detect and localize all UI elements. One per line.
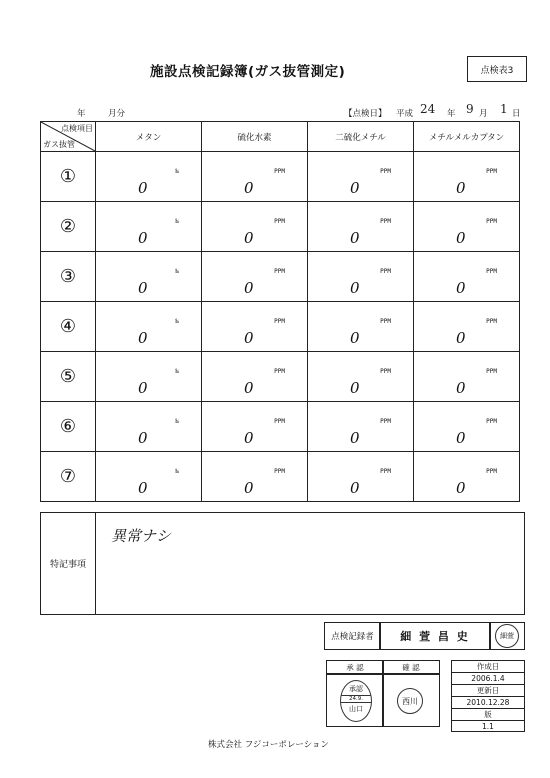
table-row <box>41 152 520 202</box>
month-unit: 月 <box>479 109 488 119</box>
measured-value: 0 <box>244 229 254 247</box>
approve-label: 承 認 <box>326 660 384 675</box>
cell-dms <box>308 302 414 352</box>
unit-label: PPM <box>380 368 391 375</box>
unit-label: PPM <box>274 318 285 325</box>
table-row <box>41 302 520 352</box>
cell-methane <box>96 152 202 202</box>
approve-stamp-date: 24.9. <box>341 695 371 703</box>
table-row <box>41 352 520 402</box>
created-date: 2006.1.4 <box>452 673 524 685</box>
row-number: ④ <box>41 302 96 352</box>
unit-label: PPM <box>274 168 285 175</box>
remarks-box <box>40 512 525 615</box>
table-header-row <box>41 122 520 152</box>
row-number: ⑤ <box>41 352 96 402</box>
confirm-stamp: 西川 <box>397 688 423 714</box>
cell-mercaptan <box>414 402 520 452</box>
cell-h2s <box>202 152 308 202</box>
measured-value: 0 <box>244 429 254 447</box>
month-value: 9 <box>466 102 474 116</box>
company-footer: 株式会社 フジコーポレーション <box>208 740 330 750</box>
measured-value: 0 <box>244 279 254 297</box>
unit-label: ‰ <box>175 268 179 275</box>
unit-label: PPM <box>380 318 391 325</box>
cell-methane <box>96 352 202 402</box>
measured-value: 0 <box>244 329 254 347</box>
measured-value: 0 <box>350 229 360 247</box>
cell-mercaptan <box>414 352 520 402</box>
measured-value: 0 <box>138 479 148 497</box>
unit-label: PPM <box>380 418 391 425</box>
cell-dms <box>308 352 414 402</box>
measured-value: 0 <box>138 279 148 297</box>
unit-label: ‰ <box>175 468 179 475</box>
column-header-h2s: 硫化水素 <box>202 122 308 152</box>
cell-mercaptan <box>414 252 520 302</box>
measured-value: 0 <box>456 429 466 447</box>
cell-mercaptan <box>414 302 520 352</box>
cell-mercaptan <box>414 452 520 502</box>
measured-value: 0 <box>456 379 466 397</box>
cell-h2s <box>202 452 308 502</box>
unit-label: PPM <box>274 268 285 275</box>
unit-label: PPM <box>274 218 285 225</box>
row-number: ① <box>41 152 96 202</box>
measured-value: 0 <box>350 279 360 297</box>
version-value: 1.1 <box>482 722 494 731</box>
row-number: ⑥ <box>41 402 96 452</box>
cell-methane <box>96 252 202 302</box>
measured-value: 0 <box>350 179 360 197</box>
row-number: ② <box>41 202 96 252</box>
cell-methane <box>96 452 202 502</box>
confirm-stamp-cell <box>382 673 440 727</box>
measured-value: 0 <box>456 229 466 247</box>
unit-label: PPM <box>486 268 497 275</box>
measured-value: 0 <box>138 329 148 347</box>
day-unit: 日 <box>512 109 521 119</box>
table-row <box>41 452 520 502</box>
cell-methane <box>96 402 202 452</box>
cell-h2s <box>202 252 308 302</box>
updated-date: 2010.12.28 <box>452 697 524 709</box>
column-header-mercaptan: メチルメルカプタン <box>414 122 520 152</box>
month-label: 月分 <box>108 109 126 119</box>
row-number: ⑦ <box>41 452 96 502</box>
year-label: 年 <box>77 109 86 119</box>
measured-value: 0 <box>244 379 254 397</box>
inspector-seal: 細萱 <box>495 624 519 648</box>
measured-value: 0 <box>244 179 254 197</box>
form-number: 点検表3 <box>467 56 527 82</box>
measured-value: 0 <box>456 279 466 297</box>
measured-value: 0 <box>350 429 360 447</box>
table-row <box>41 402 520 452</box>
approve-stamp-cell <box>326 673 384 727</box>
unit-label: PPM <box>486 368 497 375</box>
unit-label: PPM <box>486 468 497 475</box>
remarks-text: 異常ナシ <box>111 527 171 545</box>
corner-cell <box>41 122 96 152</box>
measured-value: 0 <box>350 479 360 497</box>
corner-bottom-label: ガス抜管 <box>43 140 75 149</box>
unit-label: ‰ <box>175 318 179 325</box>
revision-block <box>451 660 525 732</box>
unit-label: PPM <box>486 318 497 325</box>
cell-dms <box>308 202 414 252</box>
unit-label: ‰ <box>175 418 179 425</box>
measured-value: 0 <box>138 179 148 197</box>
corner-top-label: 点検項目 <box>61 124 93 133</box>
measured-value: 0 <box>138 229 148 247</box>
unit-label: PPM <box>274 418 285 425</box>
unit-label: PPM <box>380 218 391 225</box>
date-label: 【点検日】 <box>344 109 387 119</box>
cell-dms <box>308 402 414 452</box>
unit-label: PPM <box>380 168 391 175</box>
measured-value: 0 <box>138 429 148 447</box>
measured-value: 0 <box>456 179 466 197</box>
day-value: 1 <box>500 102 508 116</box>
unit-label: ‰ <box>175 218 179 225</box>
column-header-methane: メタン <box>96 122 202 152</box>
inspector-seal-cell <box>489 622 525 650</box>
cell-methane <box>96 302 202 352</box>
cell-h2s <box>202 202 308 252</box>
cell-mercaptan <box>414 202 520 252</box>
unit-label: PPM <box>486 418 497 425</box>
unit-label: PPM <box>274 368 285 375</box>
measured-value: 0 <box>456 479 466 497</box>
measured-value: 0 <box>456 329 466 347</box>
cell-dms <box>308 452 414 502</box>
approve-stamp <box>340 680 372 722</box>
cell-dms <box>308 252 414 302</box>
page-title: 施設点検記録簿(ガス抜管測定) <box>150 64 346 80</box>
measured-value: 0 <box>244 479 254 497</box>
cell-mercaptan <box>414 152 520 202</box>
year-value: 24 <box>420 102 436 116</box>
cell-dms <box>308 152 414 202</box>
unit-label: PPM <box>486 218 497 225</box>
measurement-table <box>40 121 520 502</box>
measured-value: 0 <box>350 329 360 347</box>
approve-stamp-top: 承認 <box>349 685 363 693</box>
approve-stamp-name: 山口 <box>349 705 363 713</box>
table-row <box>41 202 520 252</box>
column-header-dms: 二硫化メチル <box>308 122 414 152</box>
year-unit: 年 <box>447 109 456 119</box>
created-label: 作成日 <box>452 661 524 673</box>
measured-value: 0 <box>138 379 148 397</box>
cell-h2s <box>202 302 308 352</box>
table-row <box>41 252 520 302</box>
remarks-label: 特記事項 <box>41 513 96 614</box>
unit-label: ‰ <box>175 168 179 175</box>
era-label: 平成 <box>396 109 414 119</box>
row-number: ③ <box>41 252 96 302</box>
inspector-name: 細 萱 昌 史 <box>379 622 491 650</box>
unit-label: ‰ <box>175 368 179 375</box>
unit-label: PPM <box>274 468 285 475</box>
unit-label: PPM <box>380 268 391 275</box>
confirm-label: 確 認 <box>382 660 440 675</box>
unit-label: PPM <box>486 168 497 175</box>
inspector-label: 点検記録者 <box>324 622 381 650</box>
cell-h2s <box>202 352 308 402</box>
measured-value: 0 <box>350 379 360 397</box>
version-label: 版 <box>452 709 524 721</box>
cell-h2s <box>202 402 308 452</box>
unit-label: PPM <box>380 468 391 475</box>
updated-label: 更新日 <box>452 685 524 697</box>
cell-methane <box>96 202 202 252</box>
